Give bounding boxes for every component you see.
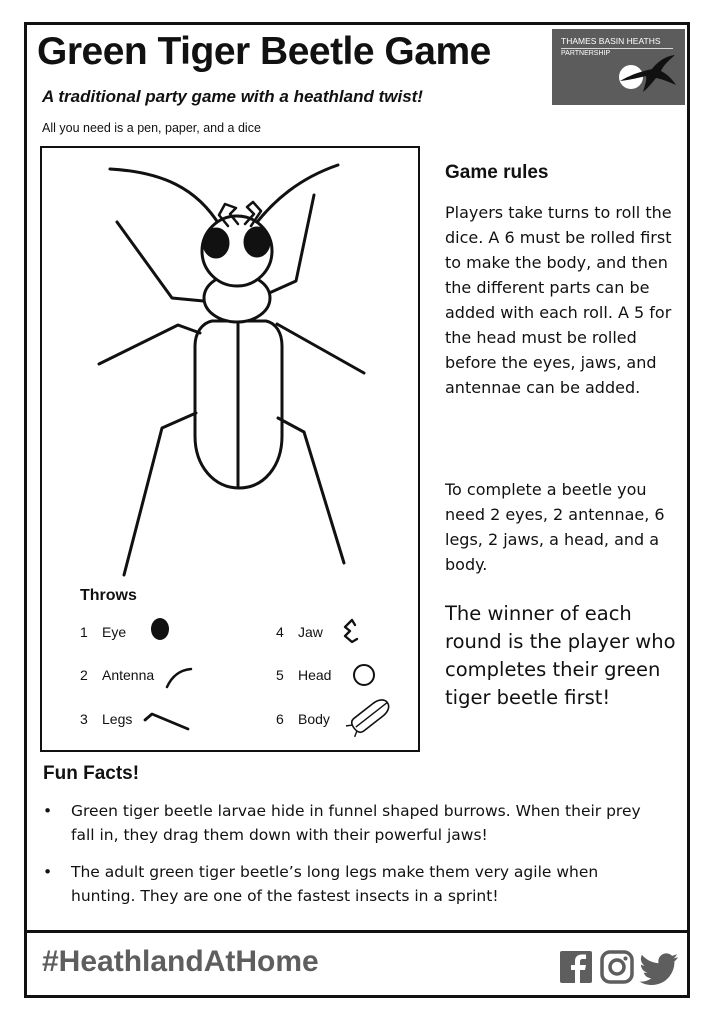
hashtag: #HeathlandAtHome (42, 945, 319, 978)
throw-jaw: 4 Jaw (276, 624, 323, 640)
left-antenna (110, 169, 220, 226)
fact-text: Green tiger beetle larvae hide in funnel shaped burrows. When their prey fall in, they drag them down with their powerful jaws! (71, 802, 641, 844)
footer-divider (24, 930, 690, 933)
left-front-leg (117, 222, 214, 302)
moon-bird-icon (612, 49, 680, 103)
bullet: • (43, 802, 53, 820)
curve-icon (164, 666, 194, 690)
beetle-body-icon (342, 694, 398, 738)
beetle-illustration-box (40, 146, 420, 752)
bullet: • (43, 863, 53, 881)
logo-line2: PARTNERSHIP (561, 50, 611, 57)
filled-oval-icon (148, 615, 172, 643)
instagram-icon[interactable] (602, 952, 632, 982)
bent-line-icon (142, 708, 192, 732)
page-title: Green Tiger Beetle Game (37, 30, 491, 73)
social-icons (558, 948, 682, 990)
right-middle-leg (277, 324, 364, 373)
winner-text: The winner of each round is the player who completes their green tiger beetle first! (445, 602, 676, 709)
right-eye (245, 228, 269, 256)
left-eye (204, 229, 228, 257)
logo-line1: THAMES BASIN HEATHS (561, 36, 661, 46)
throw-head: 5 Head (276, 667, 332, 683)
throws-title: Throws (80, 587, 137, 604)
left-hind-leg (124, 413, 196, 575)
throw-body: 6 Body (276, 711, 330, 727)
twitter-icon[interactable] (639, 953, 678, 985)
right-antenna (254, 165, 338, 226)
fun-facts-title: Fun Facts! (43, 763, 140, 784)
jaw-icon (340, 617, 362, 645)
throw-eye: 1 Eye (80, 624, 127, 640)
page-subtitle: A traditional party game with a heathland twist! (42, 87, 423, 106)
left-middle-leg (99, 325, 200, 364)
right-hind-leg (278, 418, 344, 563)
requirements-text: All you need is a pen, paper, and a dice (42, 121, 261, 135)
partnership-logo (552, 29, 685, 105)
rules-paragraph-2: To complete a beetle you need 2 eyes, 2 antennae, 6 legs, 2 jaws, a head, and a body. (445, 480, 665, 574)
rules-paragraph-1: Players take turns to roll the dice. A 6 must be rolled first to make the body, and then the different parts can be added with each roll. A 5 for the head must be rolled before the eyes, jaws, and antennae can be added. (445, 203, 672, 397)
right-front-leg (267, 195, 314, 294)
rules-title: Game rules (445, 162, 549, 183)
facebook-icon[interactable] (560, 951, 592, 983)
fact-item (43, 799, 663, 847)
circle-icon (351, 662, 377, 688)
fact-text: The adult green tiger beetle’s long legs make them very agile when hunting. They are one of the fastest insects in a sprint! (71, 863, 599, 905)
fact-item (43, 860, 663, 908)
throw-antenna: 2 Antenna (80, 667, 155, 683)
throw-legs: 3 Legs (80, 711, 133, 727)
